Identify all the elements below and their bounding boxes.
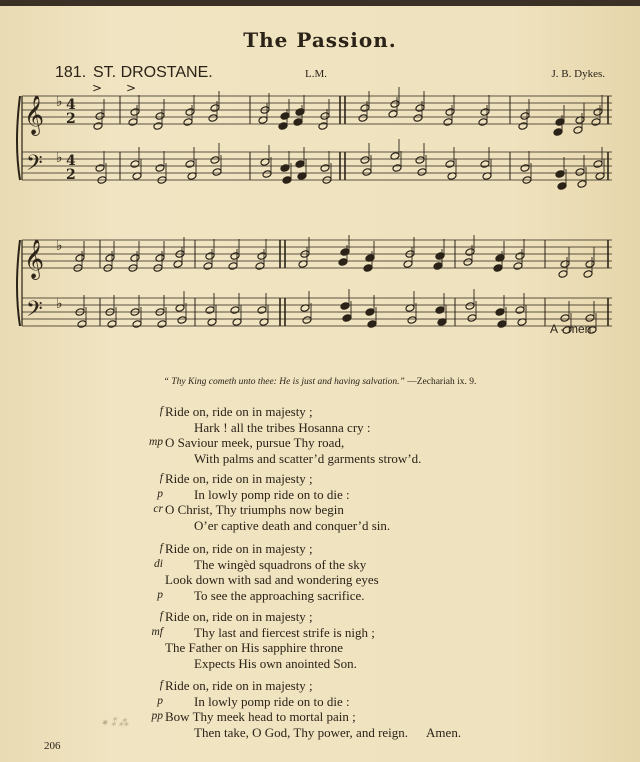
verse-line [159,404,421,420]
dynamic-marking: f [159,610,163,622]
note-head [230,252,240,261]
note-head [95,112,105,121]
verse-text: Then take, O God, Thy power, and reign. [194,724,409,740]
scripture-text: “ Thy King cometh unto thee: He is just and having salvation.” [163,377,405,387]
stanza [154,541,379,603]
note-head [553,128,563,137]
note-head [591,118,601,127]
verse-text: Ride on, ride on in majesty ; [165,609,313,624]
note-head [280,164,290,173]
note-head [282,176,292,185]
amen-word: Amen. [426,724,462,740]
note-head [493,264,503,273]
verse-line [157,693,461,710]
note-head [153,122,163,131]
note-head [435,252,445,261]
dynamic-marking: f [159,405,163,417]
time-signature: 2 [66,167,76,183]
note-head [480,160,490,169]
verse-line [148,435,421,451]
verse-line [151,709,461,725]
verse-line [165,518,390,534]
note-head [515,306,525,315]
note-head [520,112,530,121]
note-head [577,180,587,189]
note-head [185,108,195,117]
note-head [338,258,348,267]
dynamic-marking: p [157,694,163,707]
note-head [295,108,305,117]
stanza [148,404,422,466]
note-head [367,320,377,329]
note-head [210,156,220,165]
verse-text: The Father on His sapphire throne [165,640,343,655]
note-head [257,252,267,261]
note-head [255,262,265,271]
stanza [151,678,462,740]
tune-name: ST. DROSTANE. [93,64,213,81]
verse-text: Expects His own anointed Son. [194,655,357,671]
time-signature: 4 [66,153,76,169]
flat-sign: ♭ [56,94,63,110]
note-head [208,114,218,123]
verse-line [159,609,375,625]
note-head [157,320,167,329]
note-head [413,114,423,123]
treble-clef-icon: 𝄞 [24,239,45,279]
hymn-number: 181. [55,64,87,81]
verse-text: Look down with sad and wondering eyes [165,572,379,587]
system-brace [17,96,20,180]
note-head [513,262,523,271]
dynamic-marking: mp [148,436,163,448]
scripture-reference: —Zechariah ix. 9. [407,377,477,387]
note-head [465,302,475,311]
note-head [185,160,195,169]
amen-label: A - men. [550,322,595,336]
dynamic-marking: f [159,542,163,554]
verse-text: In lowly pomp ride on to die : [194,486,350,502]
note-head [295,160,305,169]
verse-text: Thy last and fiercest strife is nigh ; [194,624,375,640]
note-head [415,156,425,165]
note-head [155,112,165,121]
note-head [205,252,215,261]
note-head [593,160,603,169]
verse-line [153,502,390,518]
note-head [320,112,330,121]
note-head [463,258,473,267]
dynamic-marking: p [157,487,163,500]
flat-sign: ♭ [56,296,63,312]
note-head [560,314,570,323]
note-head [340,248,350,257]
note-head [155,164,165,173]
note-head [358,114,368,123]
verse-line [159,471,390,487]
note-head [467,314,477,323]
note-head [342,314,352,323]
verse-text: Ride on, ride on in majesty ; [165,541,313,556]
note-head [585,314,595,323]
verse-text: In lowly pomp ride on to die : [194,693,350,709]
note-head [360,156,370,165]
note-head [228,262,238,271]
dynamic-marking: f [159,679,163,691]
note-head [320,164,330,173]
page-number: 206 [44,740,61,752]
note-head [392,164,402,173]
dynamic-marking: p [157,588,163,601]
bass-clef-icon: 𝄢 [26,151,43,181]
note-head [130,160,140,169]
note-head [557,182,567,191]
note-head [212,168,222,177]
verse-text: With palms and scatter’d garments strow’d. [194,450,422,466]
meter: L.M. [305,68,327,80]
note-head [583,270,593,279]
note-head [415,104,425,113]
ink-smudge: ⁕ ⁑ ⁂ [100,718,129,729]
verse-line [154,556,379,573]
note-head [230,306,240,315]
note-head [555,118,565,127]
note-head [210,104,220,113]
composer: J. B. Dykes. [551,68,605,80]
note-head [362,168,372,177]
note-head [132,320,142,329]
verse-line [165,656,375,672]
note-head [445,160,455,169]
note-head [77,320,87,329]
note-head [293,118,303,127]
music-score [0,84,640,374]
dynamic-marking: cr [153,503,163,515]
verse-line [165,420,421,436]
verse-line [159,678,461,694]
note-head [107,320,117,329]
stanza [151,609,375,671]
scripture-quote [0,377,640,387]
verse-text: Ride on, ride on in majesty ; [165,678,313,693]
dynamic-marking: mf [151,625,163,638]
verse-text: O Saviour meek, pursue Thy road, [165,435,345,450]
note-head [183,118,193,127]
note-head [575,168,585,177]
verse-line [157,486,390,503]
note-head [95,164,105,173]
flat-sign: ♭ [56,238,63,254]
accent-mark: > [92,84,103,95]
verse-text: Ride on, ride on in majesty ; [165,471,313,486]
note-head [480,108,490,117]
accent-mark: > [126,84,137,95]
note-head [443,118,453,127]
note-head [558,270,568,279]
note-head [518,122,528,131]
tune-heading [55,64,605,84]
verse-text: O Christ, Thy triumphs now begin [165,502,344,517]
note-head [478,118,488,127]
verse-line [165,640,375,656]
verse-text: Hark ! all the tribes Hosanna cry : [194,419,371,435]
note-head [417,168,427,177]
note-head [593,108,603,117]
note-head [360,104,370,113]
verse-line [151,624,375,641]
note-head [203,262,213,271]
note-head [302,316,312,325]
note-head [515,252,525,261]
note-head [390,100,400,109]
note-head [495,308,505,317]
verse-text: Ride on, ride on in majesty ; [165,404,313,419]
note-head [365,308,375,317]
note-head [433,262,443,271]
verse-line [157,587,379,604]
verse-line [165,572,379,588]
flat-sign: ♭ [56,150,63,166]
verse-line [165,725,461,741]
note-head [318,122,328,131]
note-head [435,306,445,315]
system-brace [17,240,20,326]
verse-line [159,541,379,557]
note-head [280,112,290,121]
stanza [153,471,391,533]
note-head [278,122,288,131]
verse-text: O’er captive death and conquer’d sin. [194,517,391,533]
bass-clef-icon: 𝄢 [26,297,43,327]
time-signature: 4 [66,97,76,113]
verse-text: To see the approaching sacrifice. [194,587,365,603]
note-head [445,108,455,117]
note-head [93,122,103,131]
note-head [257,306,267,315]
verse-line [165,451,421,467]
note-head [520,164,530,173]
note-head [573,126,583,135]
note-head [363,264,373,273]
verse-text: Bow Thy meek head to mortal pain ; [165,709,356,724]
verse-text: The wingèd squadrons of the sky [194,556,367,572]
note-head [340,302,350,311]
note-head [465,248,475,257]
note-head [205,306,215,315]
note-head [497,320,507,329]
section-header: The Passion. [243,28,397,52]
time-signature: 2 [66,111,76,127]
dynamic-marking: f [159,472,163,484]
note-head [555,170,565,179]
note-head [177,316,187,325]
note-head [407,316,417,325]
note-head [130,108,140,117]
page-top-edge [0,0,640,6]
note-head [262,170,272,179]
dynamic-marking: pp [151,710,163,722]
treble-clef-icon: 𝄞 [24,95,45,135]
dynamic-marking: di [154,557,163,570]
note-head [128,118,138,127]
